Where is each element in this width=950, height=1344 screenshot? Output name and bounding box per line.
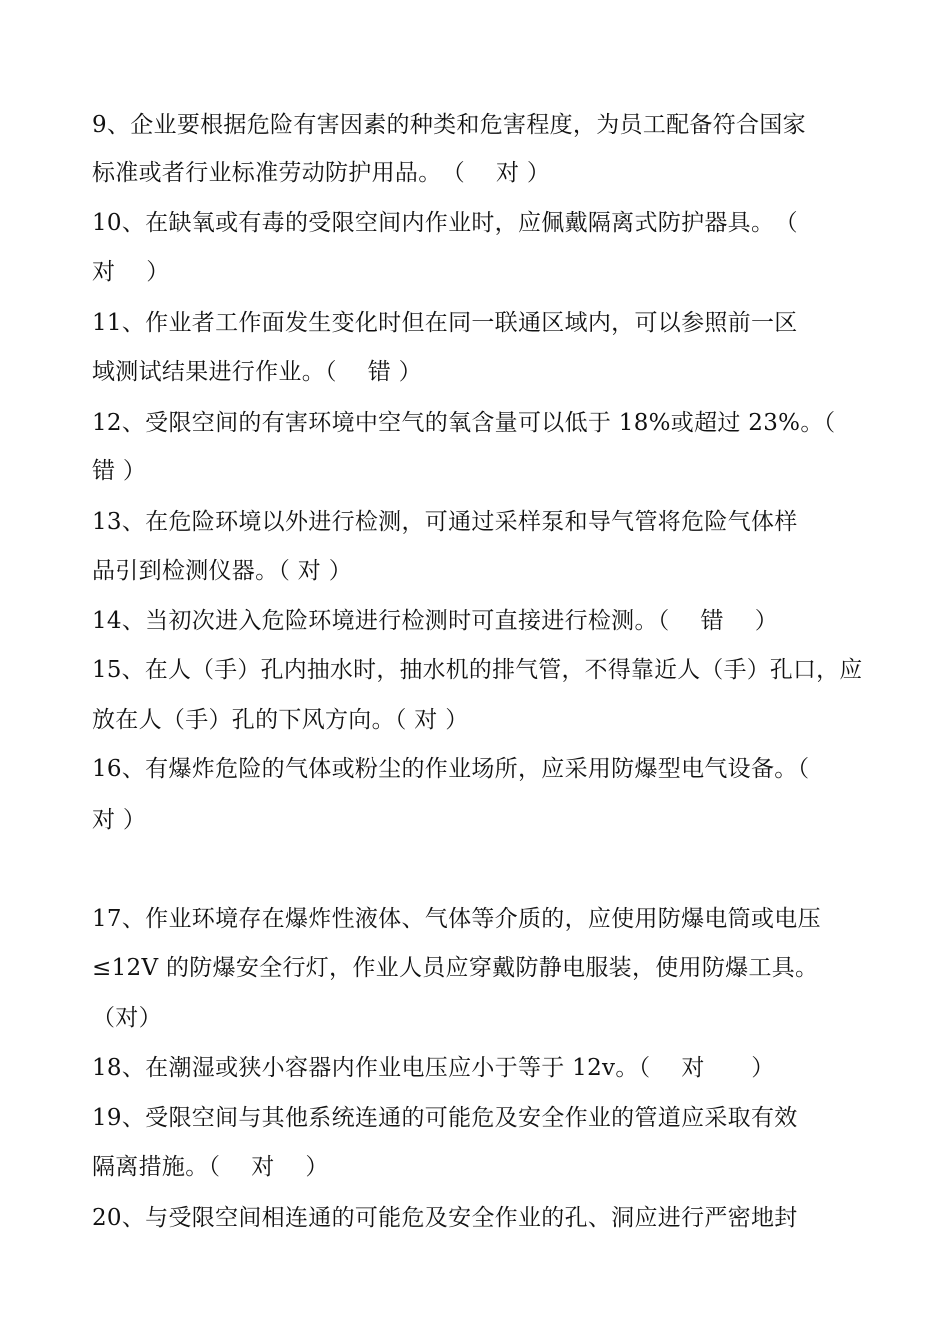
text-line: 14、当初次进入危险环境进行检测时可直接进行检测。（ 错 ） [92, 608, 778, 634]
text-line: 16、有爆炸危险的气体或粉尘的作业场所，应采用防爆型电气设备。（ [92, 756, 810, 782]
text-line: 19、受限空间与其他系统连通的可能危及安全作业的管道应采取有效 [92, 1105, 798, 1131]
text-line: （对） [92, 1005, 162, 1031]
text-line: 13、在危险环境以外进行检测，可通过采样泵和导气管将危险气体样 [92, 509, 798, 535]
text-line: 对 ） [92, 259, 170, 285]
text-line: 错 ） [92, 458, 147, 484]
text-line: 11、作业者工作面发生变化时但在同一联通区域内，可以参照前一区 [92, 310, 798, 336]
text-line: 标准或者行业标准劳动防护用品。 （ 对 ） [92, 160, 551, 186]
text-line: 放在人（手）孔的下风方向。（ 对 ） [92, 707, 469, 733]
text-line: 15、在人（手）孔内抽水时，抽水机的排气管，不得靠近人（手）孔口，应 [92, 657, 863, 683]
text-line: 9、企业要根据危险有害因素的种类和危害程度，为员工配备符合国家 [92, 112, 806, 138]
text-line: ≤12V 的防爆安全行灯，作业人员应穿戴防静电服装，使用防爆工具。 [92, 955, 819, 981]
text-line: 10、在缺氧或有毒的受限空间内作业时，应佩戴隔离式防护器具。 （ [92, 210, 798, 236]
text-line: 18、在潮湿或狭小容器内作业电压应小于等于 12v。（ 对 ） [92, 1055, 775, 1081]
text-line: 17、作业环境存在爆炸性液体、气体等介质的，应使用防爆电筒或电压 [92, 906, 821, 932]
text-line: 隔离措施。（ 对 ） [92, 1154, 329, 1180]
text-line: 对 ） [92, 807, 147, 833]
text-line: 12、受限空间的有害环境中空气的氧含量可以低于 18%或超过 23%。（ [92, 410, 836, 436]
text-line: 域测试结果进行作业。（ 错 ） [92, 359, 422, 385]
text-line: 20、与受限空间相连通的可能危及安全作业的孔、洞应进行严密地封 [92, 1205, 798, 1231]
text-line: 品引到检测仪器。（ 对 ） [92, 558, 353, 584]
